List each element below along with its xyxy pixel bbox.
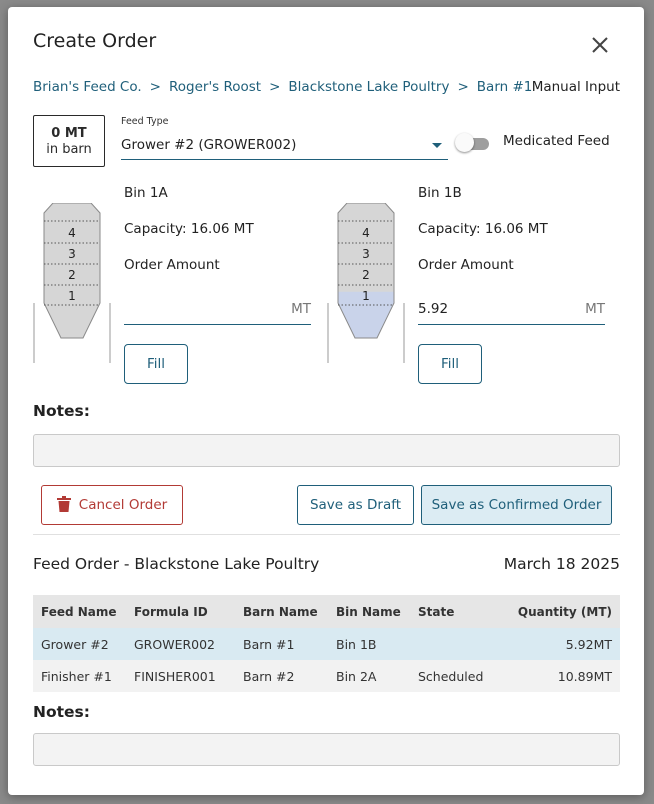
silo-icon [33, 203, 111, 363]
breadcrumb-item-barn[interactable]: Barn #1 [476, 79, 533, 95]
column-header[interactable]: Bin Name [328, 595, 410, 628]
toggle-knob [455, 133, 474, 152]
order-amount-unit: MT [291, 301, 311, 317]
bin-name: Bin 1B [418, 185, 462, 201]
section-divider [33, 534, 620, 535]
medicated-feed-toggle[interactable] [455, 133, 491, 153]
feed-type-label: Feed Type [121, 116, 169, 127]
silo-level-label: 2 [362, 268, 370, 282]
cell-state: Scheduled [410, 660, 506, 692]
table-header-row [33, 595, 620, 628]
breadcrumb-separator: > [149, 79, 161, 95]
cell-state [410, 628, 506, 660]
bin-card-1b [327, 183, 617, 393]
silo-level-label: 4 [68, 226, 76, 240]
column-header[interactable]: Feed Name [33, 595, 126, 628]
breadcrumb-separator: > [457, 79, 469, 95]
order-amount-input[interactable] [124, 295, 311, 325]
notes-label-2: Notes: [33, 703, 90, 721]
breadcrumb [33, 79, 532, 95]
cancel-order-button[interactable] [41, 485, 183, 525]
order-amount-value: 5.92 [418, 301, 449, 317]
bin-capacity: Capacity: 16.06 MT [124, 221, 254, 237]
cell-quantity: 10.89MT [506, 660, 620, 692]
bin-card-1a [33, 183, 323, 393]
manual-input-label[interactable]: Manual Input [531, 79, 620, 95]
fill-button[interactable]: Fill [124, 344, 188, 384]
order-amount-input[interactable] [418, 295, 605, 325]
order-amount-unit: MT [585, 301, 605, 317]
modal-title: Create Order [33, 30, 157, 52]
table-row[interactable] [33, 660, 620, 692]
order-amount-label: Order Amount [418, 257, 514, 273]
close-icon[interactable] [588, 33, 612, 57]
notes-input[interactable] [33, 434, 620, 467]
silo-level-label: 4 [362, 226, 370, 240]
cell-formula-id: GROWER002 [126, 628, 235, 660]
breadcrumb-item-farm[interactable]: Blackstone Lake Poultry [288, 79, 450, 95]
cell-bin-name: Bin 1B [328, 628, 410, 660]
silo-level-label: 2 [68, 268, 76, 282]
breadcrumb-item-company[interactable]: Brian's Feed Co. [33, 79, 142, 95]
silo-level-label: 1 [362, 289, 370, 303]
column-header[interactable]: State [410, 595, 506, 628]
feed-order-date: March 18 2025 [503, 555, 620, 573]
cell-feed-name: Finisher #1 [33, 660, 126, 692]
bin-name: Bin 1A [124, 185, 168, 201]
in-barn-amount: 0 MT [51, 126, 87, 141]
bin-capacity: Capacity: 16.06 MT [418, 221, 548, 237]
order-amount-label: Order Amount [124, 257, 220, 273]
silo-icon [327, 203, 405, 363]
medicated-feed-label: Medicated Feed [503, 133, 610, 149]
feed-type-value: Grower #2 (GROWER002) [121, 137, 297, 153]
cell-feed-name: Grower #2 [33, 628, 126, 660]
cancel-order-label: Cancel Order [78, 497, 168, 513]
cell-barn-name: Barn #1 [235, 628, 328, 660]
column-header[interactable]: Formula ID [126, 595, 235, 628]
in-barn-summary [33, 115, 105, 167]
feed-order-title: Feed Order - Blackstone Lake Poultry [33, 555, 320, 573]
column-header[interactable]: Quantity (MT) [506, 595, 620, 628]
breadcrumb-item-grower[interactable]: Roger's Roost [168, 79, 262, 95]
cell-quantity: 5.92MT [506, 628, 620, 660]
notes-input-2[interactable] [33, 733, 620, 766]
table-row[interactable] [33, 628, 620, 660]
column-header[interactable]: Barn Name [235, 595, 328, 628]
create-order-modal [8, 7, 644, 795]
feed-order-table [33, 595, 620, 692]
trash-icon [57, 496, 71, 512]
cell-barn-name: Barn #2 [235, 660, 328, 692]
silo-level-label: 3 [362, 247, 370, 261]
fill-button[interactable]: Fill [418, 344, 482, 384]
cell-formula-id: FINISHER001 [126, 660, 235, 692]
feed-type-select[interactable] [121, 134, 448, 160]
silo-level-label: 1 [68, 289, 76, 303]
cell-bin-name: Bin 2A [328, 660, 410, 692]
silo-level-label: 3 [68, 247, 76, 261]
breadcrumb-separator: > [269, 79, 281, 95]
save-draft-button[interactable]: Save as Draft [297, 485, 414, 525]
in-barn-label: in barn [46, 142, 92, 157]
save-confirmed-order-button[interactable]: Save as Confirmed Order [421, 485, 612, 525]
dropdown-arrow-icon [432, 143, 442, 148]
notes-label: Notes: [33, 402, 90, 420]
